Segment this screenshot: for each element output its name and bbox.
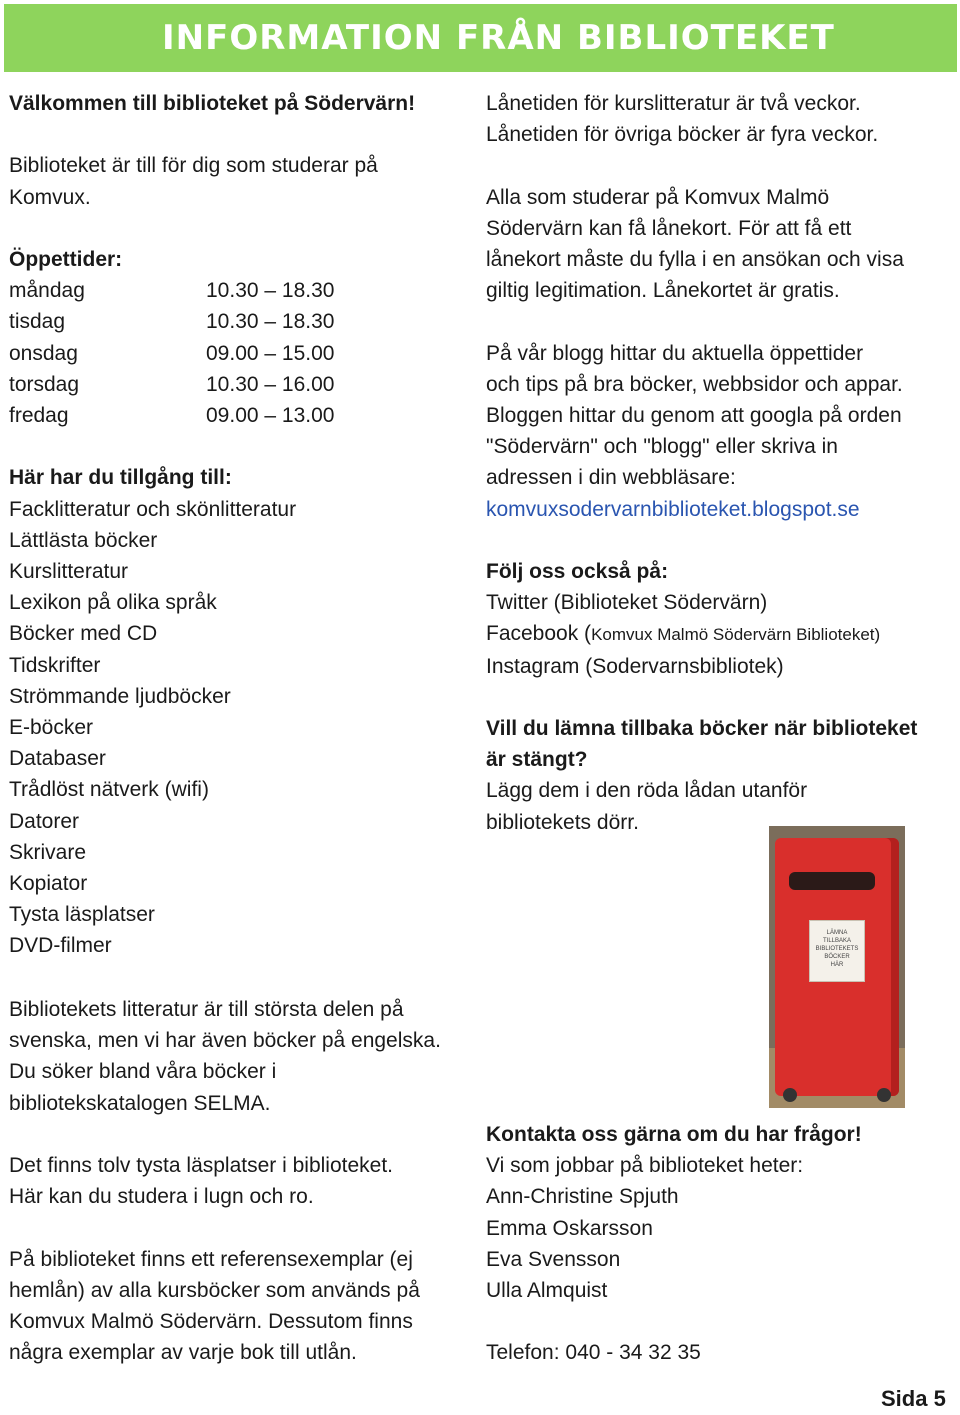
list-item: Kurslitteratur [9, 560, 129, 583]
hours-time: 09.00 – 13.00 [206, 404, 335, 427]
list-item: Skrivare [9, 840, 87, 864]
return-slot [789, 872, 875, 890]
return-heading: är stängt? [486, 748, 588, 772]
hours-row [9, 369, 459, 400]
sign-text: HÄR [830, 962, 844, 968]
hours-time: 10.30 – 16.00 [206, 372, 335, 396]
list-item: Tidskrifter [9, 653, 101, 677]
sign-text: BÖCKER [824, 954, 850, 960]
header-banner [4, 4, 957, 72]
reference-line: På biblioteket finns ett referensexemplar (ej [9, 1247, 413, 1271]
hours-table [9, 275, 459, 431]
return-heading: Vill du lämna tillbaka böcker när biblioteket [486, 717, 918, 740]
facebook-line [486, 618, 956, 650]
hours-time: 09.00 – 15.00 [206, 341, 335, 365]
blog-link[interactable]: komvuxsodervarnbiblioteket.blogspot.se [486, 497, 860, 521]
reference-line: några exemplar av varje bok till utlån. [9, 1341, 357, 1365]
blog-line: adressen i din webbläsare: [486, 466, 736, 490]
library-card-line: Södervärn kan få lånekort. För att få ett [486, 216, 852, 240]
list-item: DVD-filmer [9, 934, 112, 958]
facebook-detail: Komvux Malmö Södervärn Biblioteket) [591, 625, 881, 645]
blog-line: Bloggen hittar du genom att googla på orden [486, 404, 902, 427]
blog-line: "Södervärn" och "blogg" eller skriva in [486, 435, 838, 459]
return-text: Lägg dem i den röda lådan utanför [486, 779, 808, 803]
sign-text: TILLBAKA [822, 938, 851, 944]
list-item: Strömmande ljudböcker [9, 684, 231, 708]
return-box-photo [769, 826, 905, 1108]
left-column [9, 88, 459, 962]
list-item: Trådlöst nätverk (wifi) [9, 778, 209, 802]
hours-day: fredag [9, 404, 69, 427]
hours-row [9, 400, 459, 431]
list-item: Facklitteratur och skönlitteratur [9, 497, 297, 521]
blog-line: På vår blogg hittar du aktuella öppettider [486, 341, 864, 365]
loan-period-line: Lånetiden för kurslitteratur är två veckor. [486, 92, 861, 115]
list-item: Böcker med CD [9, 622, 158, 646]
staff-name: Ann-Christine Spjuth [486, 1185, 679, 1209]
return-sign [809, 920, 865, 982]
sign-text: BIBLIOTEKETS [815, 946, 859, 952]
hours-day: tisdag [9, 310, 66, 334]
hours-row [9, 338, 459, 369]
wheel [783, 1088, 797, 1102]
library-card-line: Alla som studerar på Komvux Malmö [486, 185, 830, 209]
language-line: bibliotekskatalogen SELMA. [9, 1091, 271, 1115]
twitter-line: Twitter (Biblioteket Södervärn) [486, 591, 768, 615]
contact-section [486, 1119, 956, 1369]
quiet-line: Här kan du studera i lugn och ro. [9, 1185, 314, 1209]
language-line: svenska, men vi har även böcker på engelska. [9, 1029, 441, 1053]
quiet-line: Det finns tolv tysta läsplatser i biblioteket. [9, 1154, 394, 1177]
hours-day: onsdag [9, 341, 78, 365]
hours-row [9, 275, 459, 306]
library-card-line: lånekort måste du fylla i en ansökan och visa [486, 248, 904, 271]
language-line: Bibliotekets litteratur är till största delen på [9, 998, 404, 1021]
list-item: Lexikon på olika språk [9, 591, 217, 615]
follow-heading: Följ oss också på: [486, 560, 669, 583]
list-item: Lättlästa böcker [9, 528, 158, 552]
access-list [9, 494, 459, 962]
list-item: Tysta läsplatser [9, 903, 155, 927]
hours-time: 10.30 – 18.30 [206, 279, 335, 303]
list-item: Databaser [9, 747, 106, 771]
facebook-label: Facebook ( [486, 622, 592, 646]
staff-name: Eva Svensson [486, 1247, 621, 1271]
staff-intro: Vi som jobbar på biblioteket heter: [486, 1154, 804, 1178]
welcome-heading: Välkommen till biblioteket på Södervärn! [9, 92, 416, 115]
list-item: Kopiator [9, 872, 88, 896]
list-item: E-böcker [9, 716, 94, 740]
access-heading: Här har du tillgång till: [9, 466, 232, 490]
intro-line: Komvux. [9, 185, 91, 209]
instagram-line: Instagram (Sodervarnsbibliotek) [486, 654, 784, 678]
reference-line: Komvux Malmö Södervärn. Dessutom finns [9, 1310, 413, 1333]
left-bottom-column [9, 994, 489, 1368]
page-number: Sida 5 [881, 1386, 946, 1411]
red-return-box [775, 838, 899, 1096]
sign-text: LÄMNA [826, 930, 848, 936]
hours-day: torsdag [9, 372, 80, 396]
hours-day: måndag [9, 279, 85, 303]
staff-name: Ulla Almquist [486, 1279, 608, 1303]
hours-heading: Öppettider: [9, 247, 123, 271]
hours-time: 10.30 – 18.30 [206, 310, 335, 334]
hours-row [9, 306, 459, 337]
return-text: bibliotekets dörr. [486, 810, 639, 834]
staff-name: Emma Oskarsson [486, 1216, 653, 1240]
contact-heading: Kontakta oss gärna om du har frågor! [486, 1123, 862, 1146]
list-item: Datorer [9, 809, 80, 833]
wheel [877, 1088, 891, 1102]
blog-line: och tips på bra böcker, webbsidor och appar. [486, 372, 903, 396]
phone-number: Telefon: 040 - 34 32 35 [486, 1341, 701, 1365]
right-column [486, 88, 956, 838]
language-line: Du söker bland våra böcker i [9, 1060, 277, 1084]
reference-line: hemlån) av alla kursböcker som används på [9, 1278, 420, 1302]
intro-line: Biblioteket är till för dig som studerar på [9, 154, 378, 178]
loan-period-line: Lånetiden för övriga böcker är fyra veckor. [486, 123, 879, 147]
page-title: INFORMATION FRÅN BIBLIOTEKET [162, 18, 835, 58]
library-card-line: giltig legitimation. Lånekortet är gratis. [486, 279, 840, 303]
